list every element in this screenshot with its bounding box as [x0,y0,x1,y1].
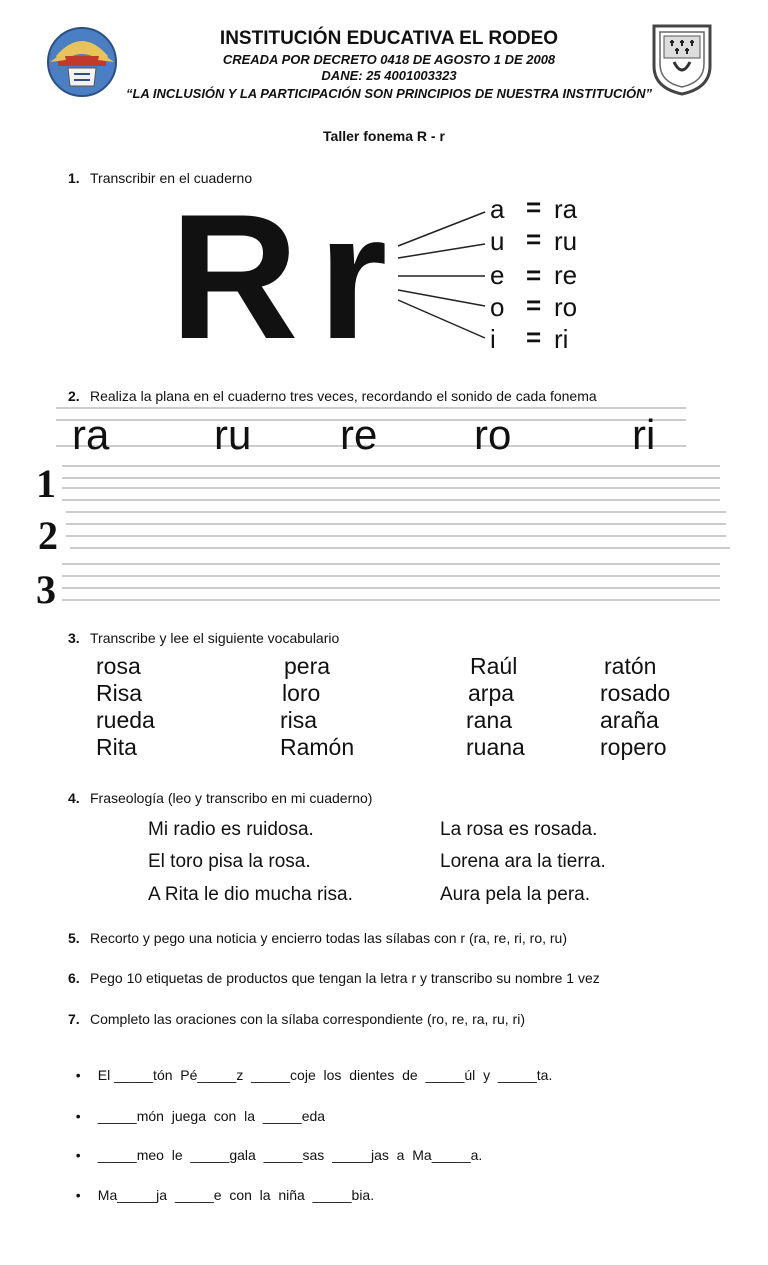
equals-sign: = [526,260,542,290]
vowel-u: u [490,226,505,256]
big-lowercase-r: r [318,177,388,376]
vocab-word: rana [466,707,513,733]
plana-syllable-ri: ri [632,411,656,458]
vocab-word: rueda [96,707,155,733]
repetition-number-3: 3 [36,567,56,612]
vowel-o: o [490,292,505,322]
vocab-word: ratón [604,653,657,679]
step-3 [68,630,339,646]
vocab-word: araña [600,707,659,733]
fill-in-sentence [68,1131,482,1163]
bullet-icon: • [75,1147,81,1163]
vocab-word: Raúl [470,653,518,679]
step-7-number: 7. [68,1011,80,1027]
step-5-number: 5. [68,930,80,946]
step-1-number: 1. [68,170,80,186]
step-1-text: Transcribir en el cuaderno [90,170,253,186]
equals-sign: = [526,192,542,222]
step-7-text: Completo las oraciones con la sílaba correspondiente (ro, re, ra, ru, ri) [90,1011,525,1027]
vocab-word: ropero [600,734,667,760]
fill-in-sentence [68,1171,374,1203]
bullet-icon: • [75,1067,81,1083]
vocab-word: arpa [468,680,515,706]
phrase: Aura pela la pera. [440,884,590,905]
syllable-ru: ru [554,226,578,256]
syllable-re: re [554,260,578,290]
sentence-text: Ma_____ja _____e con la niña _____bia. [97,1187,375,1203]
equals-sign: = [526,224,542,254]
vowel-i: i [490,324,496,354]
syllable-ri: ri [554,324,569,354]
equals-sign: = [526,290,542,320]
fill-in-sentence [68,1051,552,1083]
connector-line [398,300,485,338]
step-6 [68,970,600,986]
connector-line [398,244,485,258]
connector-line [398,290,485,306]
step-3-text: Transcribe y lee el siguiente vocabulario [90,630,340,646]
equals-sign: = [526,322,542,352]
vocab-word: rosa [96,653,141,679]
step-2 [68,388,597,404]
vocab-word: loro [282,680,321,706]
big-uppercase-r: R [170,177,295,376]
sentence-text: _____meo le _____gala _____sas _____jas a Ma_____a. [97,1147,483,1163]
connector-line [398,212,485,246]
plana-syllable-ra: ra [72,411,110,458]
syllable-ra: ra [554,194,578,224]
plana-syllable-re: re [340,411,378,458]
vocab-word: Rita [96,734,137,760]
vowel-a: a [490,194,505,224]
step-2-text: Realiza la plana en el cuaderno tres veces, recordando el sonido de cada fonema [90,388,597,404]
vocab-word: Ramón [280,734,355,760]
phrase: Lorena ara la tierra. [440,851,606,872]
repetition-number-2: 2 [38,513,58,558]
step-4 [68,790,372,806]
vocab-word: Risa [96,680,143,706]
dane-line: DANE: 25 4001003323 [321,68,457,83]
vocab-word: rosado [600,680,671,706]
step-2-number: 2. [68,388,80,404]
step-5 [68,930,567,946]
plana-syllable-ro: ro [474,411,512,458]
phrase: Mi radio es ruidosa. [148,819,314,840]
vocab-word: pera [284,653,331,679]
page-title: Taller fonema R - r [323,128,445,144]
sentence-text: El _____tón Pé_____z _____coje los dientes de _____úl y _____ta. [97,1067,553,1083]
phrase: El toro pisa la rosa. [148,851,311,872]
vowel-e: e [490,260,505,290]
school-crest-logo [44,22,120,100]
connector-lines [390,200,500,354]
repetition-number-1: 1 [36,461,56,506]
fill-in-sentence [68,1092,325,1124]
phrase: A Rita le dio mucha risa. [148,884,353,905]
step-7 [68,1011,525,1027]
plana-syllable-ru: ru [214,411,252,458]
step-6-text: Pego 10 etiquetas de productos que tengan la letra r y transcribo su nombre 1 vez [90,970,600,986]
phrase: La rosa es rosada. [440,819,598,840]
step-5-text: Recorto y pego una noticia y encierro todas las sílabas con r (ra, re, ri, ro, ru) [90,930,567,946]
step-4-number: 4. [68,790,80,806]
handwriting-guide-lines [56,404,730,604]
syllable-ro: ro [554,292,578,322]
municipal-shield-logo [650,22,714,96]
vocab-word: risa [280,707,318,733]
step-6-number: 6. [68,970,80,986]
step-3-number: 3. [68,630,80,646]
sentence-text: _____món juega con la _____eda [97,1108,326,1124]
step-4-text: Fraseología (leo y transcribo en mi cuaderno) [90,790,373,806]
bullet-icon: • [75,1187,81,1203]
decree-line: CREADA POR DECRETO 0418 DE AGOSTO 1 DE 2008 [222,52,556,67]
motto-line: “LA INCLUSIÓN Y LA PARTICIPACIÓN SON PRINCIPIOS DE NUESTRA INSTITUCIÓN” [125,86,653,101]
vocab-word: ruana [466,734,525,760]
bullet-icon: • [75,1108,81,1124]
school-name: INSTITUCIÓN EDUCATIVA EL RODEO [219,28,559,49]
